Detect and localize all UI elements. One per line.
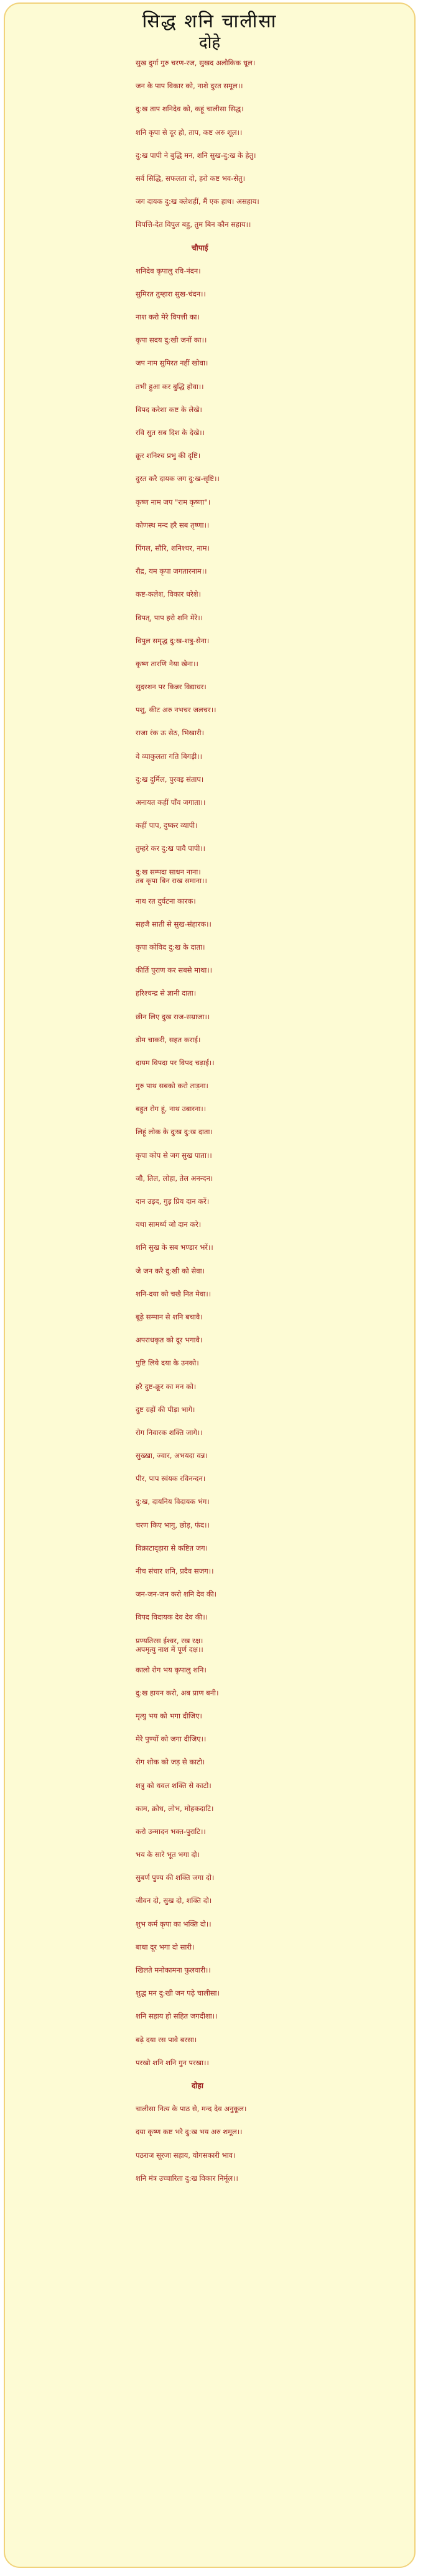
verse-line: तभी हुआ कर बुद्धि होवा।। (136, 382, 204, 391)
verse-line: खिलते मनोकामना फुलवारी।। (136, 1966, 211, 1974)
page-panel (4, 2, 416, 2568)
verse-list (5, 58, 414, 2183)
verse-line: विपत्, पाप हरो शनि मेरे।। (136, 613, 203, 622)
verse-line: दु:ख हायन करो, अब प्राण बनी। (136, 1688, 219, 1697)
verse-line: रवि सुत सब दिश के देखे।। (136, 428, 205, 437)
verse-line: रोग निवारक शक्ति जागे।। (136, 1428, 203, 1437)
doha-heading: दोहा (192, 2081, 203, 2090)
verse-line: दया कृष्ण कष्ट भरै दु:ख भय अरु शमूल।। (136, 2127, 243, 2137)
verse-line: कोणस्थ मन्द हरै सब तृष्णा।। (136, 520, 210, 529)
verse-line: अपराधकृत को दूर भगावै। (136, 1336, 203, 1345)
verse-line: विक्राटाद्हारा से कष्टित जग। (136, 1543, 208, 1552)
verse-line: रौद्र, यम कृपा जगतारनाम।। (136, 567, 207, 576)
opening-dohe (136, 58, 414, 229)
verse-line: सहजै साती से सुख-संहारक।। (136, 919, 212, 928)
page-subtitle: दोहे (198, 34, 221, 52)
verse-line: पठराज सूरजा सहाय, योगसकारी भाव। (136, 2150, 236, 2160)
verse-line: करो उन्मादन भक्त-पुराटि।। (136, 1827, 206, 1836)
verse-line: सुबर्ण पुण्य की शक्ति जगा दो। (136, 1873, 215, 1882)
verse-line: बहुत रोग हूं, नाथ उबारना।। (136, 1104, 207, 1114)
verse-line: दु:ख पापी ने बुद्धि मन, शनि सुख-दु:ख के हेतु। (136, 150, 256, 160)
verse-line: दु:ख ताप शनिदेव को, कहूं चालीसा सिद्ध। (136, 104, 244, 114)
verse-line: शनि-दया को चखै नित मेवा।। (136, 1289, 212, 1298)
verse-line: नाथ रत दुर्घटना कारक। (136, 896, 196, 905)
verse-line: डोम चाकरी, सहत कराई। (136, 1035, 201, 1044)
verse-line: काम, क्रोध, लोभ, मोहकदाटि। (136, 1804, 214, 1813)
verse-line: दु:ख सम्पदा साधन नाना। तब कृपा बिन राख समाना।। (136, 867, 207, 885)
verse-line: दुष्ट ग्रहों की पीड़ा भागे। (136, 1405, 195, 1414)
verse-line: जीवन दो, सुख दो, शक्ति दो। (136, 1896, 212, 1905)
verse-line: वे व्याकुलता गति बिगड़ी।। (136, 751, 202, 761)
verse-line: सुमिरत तुम्हारा सुख-चंदन।। (136, 289, 206, 298)
verse-line: बढ़े दया रस पावै बरसा। (136, 2035, 197, 2044)
verse-line: सुख्खा, ज्वार, अभयदा वन्न। (136, 1451, 208, 1460)
verse-line: भय के सारे भूत भगा दो। (136, 1850, 200, 1859)
verse-line: शनि मंत्र उच्चारिता दु:ख विकार निर्मूल।। (136, 2173, 238, 2183)
verse-line: तुम्हरे कर दु:ख पावै पापी।। (136, 844, 206, 853)
verse-line: छीन लिए दुख राज-सम्राजा।। (136, 1012, 210, 1021)
verse-line: चरण किए भागु, छोड़, फंद।। (136, 1520, 210, 1529)
verse-line: कृपा कोविद दु:ख के दाता। (136, 942, 205, 951)
verse-line: कृष्ण नाम जप "राम कृष्णा"। (136, 497, 211, 506)
verse-line: जन-जन-जन करो शनि देव की। (136, 1590, 217, 1599)
verse-line: कृपा सदय दु:खी जनों का।। (136, 336, 207, 345)
verse-line: विपद करेशा कष्ट के लेखे। (136, 405, 202, 414)
verse-line: सुख दुर्गा गुरु चरण-रज, सुखद अलौकिक धूल। (136, 58, 256, 67)
verse-line: शुभ कर्म कृपा का भक्ति दो।। (136, 1919, 212, 1928)
verse-line: दायम विपदा पर विपद चढ़ाई।। (136, 1058, 215, 1067)
verse-line: चालीसा नित्य के पाठ से, मन्द देव अनुकूल। (136, 2104, 247, 2114)
verse-line: बाधा दूर भगा दो सारी। (136, 1942, 195, 1951)
verse-line: विपुल समृद्ध दु:ख-शत्रु-सेना। (136, 636, 210, 645)
verse-line: जन के पाप विकार को, नाशे दुरत समूल।। (136, 81, 243, 91)
verse-line: नाश करो मेरे विपत्ती का। (136, 313, 200, 322)
verse-line: दान उड़द, गुड़ प्रिय दान करें। (136, 1197, 210, 1206)
verse-line: कृष्ण तारणि नैया खेना।। (136, 659, 198, 668)
verse-line: हरै दुष्ट-क्रूर का मन को। (136, 1382, 197, 1391)
verse-line: यथा सामर्थ्य जो दान करे। (136, 1220, 202, 1229)
verse-line: कष्ट-कलेश, विकार धरेशे। (136, 590, 201, 599)
verse-line: क्रूर शनिश्च प्रभु की दृष्टि। (136, 451, 201, 461)
verse-line: पीर, पाप स्वंयक रविनन्दन। (136, 1474, 206, 1483)
verse-line: पशु, कीट अरु नभचर जलचर।। (136, 705, 216, 715)
verse-line: रोग शोक को जड़ से काटो। (136, 1758, 205, 1767)
verse-line: विपद विदायक देव देव की।। (136, 1613, 208, 1622)
verse-line: प्रण्यतिरस ईश्वर, रख रक्ष। अपमृत्यु नाश में पूर्ण दक्ष।। (136, 1636, 203, 1654)
verse-line: बूढ़े सम्मान से शनि बचावै। (136, 1312, 203, 1321)
verse-line: दु:ख, दायनिय विदायक भंग। (136, 1497, 210, 1506)
verse-line: लिहूं लोक के दुःख दु:ख दाता। (136, 1127, 213, 1137)
verse-line: शनि सहाय हो सहित जगदीशा।। (136, 2012, 218, 2021)
verse-line: मेरे पुण्यों को जगा दीजिए।। (136, 1735, 207, 1744)
verse-line: हरिश्चन्द्र से ज्ञानी दाता। (136, 989, 197, 998)
verse-line: जौ, तिल, लोहा, तेल अनन्दन। (136, 1173, 213, 1183)
verse-line: शुद्ध मन दु:खी जन पढ़े चालीसा। (136, 1989, 220, 1998)
verse-line: कृपा कोप से जग सुख पाता।। (136, 1150, 212, 1160)
page-title: सिद्ध शनि चालीसा (142, 11, 277, 32)
verse-line: शत्रु को धवल शक्ति से काटो। (136, 1781, 212, 1790)
verse-line: शनि सुख के सब भण्डार भरें।। (136, 1243, 213, 1252)
verse-line: जे जन करै दु:खी को सेवा। (136, 1266, 205, 1275)
verse-line: कीर्ति पुराण कर सबसे माथा।। (136, 966, 213, 975)
verse-line: परखो शनि शनि गुन परखा।। (136, 2058, 209, 2067)
verse-line: राजा रंक ऊ सेठ, भिखारी। (136, 728, 204, 738)
closing-doha (136, 2104, 414, 2183)
verse-line: दुरत करै दायक जग दु:ख-सृष्टि।। (136, 474, 220, 484)
verse-line: कहीं पाप, दुष्कर व्यापी। (136, 821, 198, 830)
verse-line: मृत्यु भय को भगा दीजिए। (136, 1711, 202, 1720)
verse-line: शनि कृपा से दूर हो, ताप, कष्ट अरु शूल।। (136, 127, 243, 137)
verse-line: अनायत कहीं पाँव जगाता।। (136, 798, 206, 807)
verse-line: नीच संचार शनि, प्रदैव सजग।। (136, 1567, 214, 1575)
chaupai-verses (136, 267, 414, 2067)
chaupai-heading: चौपाई (192, 243, 208, 252)
verse-line: सुदरशन पर किन्नर विद्याधर। (136, 682, 207, 692)
verse-line: जप नाम सुमिरत नहीं खोवा। (136, 359, 208, 368)
verse-line: गुरु पाथ सबको करो ताड़ना। (136, 1081, 208, 1091)
verse-line: कालो रोग भय कृपालु शनि। (136, 1665, 207, 1674)
verse-line: सर्व सिद्धि, सफलता दो, हरो कष्ट भव-सेतु। (136, 173, 246, 183)
verse-line: पिंगल, सौरि, शनिश्चर, नाम। (136, 543, 210, 552)
verse-line: विपत्ति-देत विपुल बहु, तुम बिन कौन सहाय।। (136, 220, 251, 229)
verse-line: पुष्टि लिये दया के उनको। (136, 1359, 199, 1368)
verse-line: शनिदेव कृपालु रवि-नंदन। (136, 266, 201, 275)
verse-line: जग दायक दु:ख क्लेशहीं, मैं एक हाथ। असहाय। (136, 197, 259, 206)
verse-line: दु:ख दुर्मिल, पुरवइ संताप। (136, 774, 204, 784)
